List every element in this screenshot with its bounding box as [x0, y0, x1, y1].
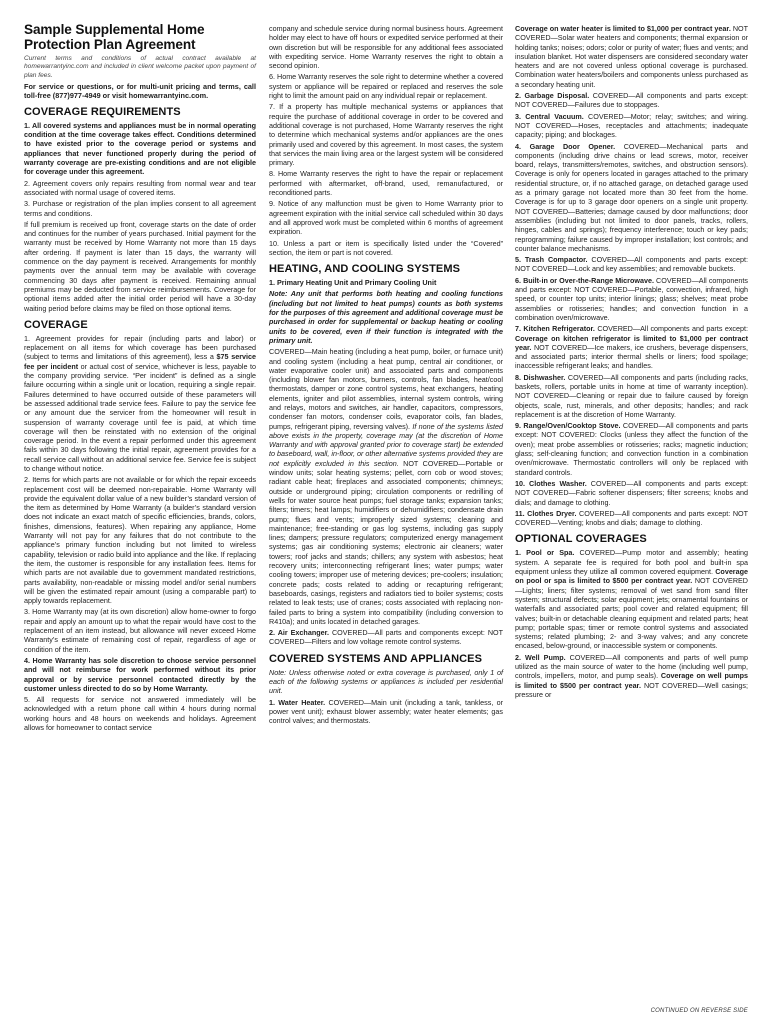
- air-exchanger-title: 2. Air Exchanger.: [269, 628, 329, 638]
- garbage-disposal-title: 2. Garbage Disposal.: [515, 91, 590, 101]
- clothes-washer: [515, 479, 748, 507]
- well-pump: [515, 653, 748, 699]
- title-line-1: Sample Supplemental Home: [24, 22, 205, 37]
- well-pump-limit: Coverage on well pumps is limited to $500 per contract year.: [515, 671, 748, 690]
- heating-not-covered: NOT COVERED—Portable or window units; solar heating systems; pellet, corn cob or wood stoves; radiant cable heat; fireplaces and associated components; chimneys; outside or underground piping; circulation components or redrilling of wells for water source heat pumps; fuel storage tanks; expansion tanks; filters; timers; heat lamps; humidifiers or dehumidifiers; condensate drain pump; flues and vents; improperly sized systems; cleaning and maintenance; free-standing or gas log systems, including gas supply lines; dampers; pressure regulators; computerized energy management systems; gas air conditioning systems; electronic air cleaners; water towers; roof jacks and stands; chillers; any system with asbestos; heat recovery units; interconnecting refrigerant lines; water pumps; water cooling towers; improper use of metering devices; pre-coolers; insulation; concrete pads; costs related to adding or recapturing refrigerant; baseboards, casings, registers and radiators tied to boiler systems; costs related to leak tests; use of cranes; costs associated with replacing non-failed parts to bring a system into compatibility (including conversion to R410a); and units located in detached garages.: [269, 458, 503, 626]
- microwave-text: COVERED—All components and parts except: NOT COVERED—Portable, convection, infrared, high speed, or counter top units; interior linings; glass; shelves; meat probe assemblies or rotisseries; handles; and convection function in a combination oven/microwave.: [515, 275, 748, 322]
- contact-info: For service or questions, or for multi-unit pricing and terms, call toll-free (877)977-4949 or visit homewarrantyinc.com.: [24, 81, 256, 100]
- coverage-1-text-a: 1. Agreement provides for repair (including parts and labor) or replacement on all items for which coverage has been purchased (subject to terms and limitations of this agreement), less a: [24, 333, 256, 362]
- water-heater-text: COVERED—Main unit (including a tank, tankless, or power vent unit); exhaust blower assembly; water heater elements; gas control valves; and thermostats.: [269, 697, 503, 726]
- trash-compactor-title: 5. Trash Compactor.: [515, 255, 588, 265]
- coverage-4: 4. Home Warranty has sole discretion to choose service personnel and will not reimburse for work performed without its prior approval or by service personnel contacted directly by the customer unless directed to do so by Home Warranty.: [24, 655, 256, 693]
- column-right: [515, 24, 748, 701]
- clothes-dryer: [515, 509, 748, 528]
- water-heater-not-covered: NOT COVERED—Solar water heaters and components; thermal expansion or holding tanks; noises; odors; color or purity of water; flues and vents; and insulation blanket. Hot water dispensers are considered secondary water heaters and are not covered unless optional coverage is purchased. Combination water heaters/boilers and components unless purchased as a secondary heating unit.: [515, 24, 748, 89]
- refrigerator-limit: Coverage on kitchen refrigerator is limited to $1,000 per contract year.: [515, 333, 748, 352]
- coverage-1: [24, 334, 256, 473]
- dishwasher-title: 8. Dishwasher.: [515, 372, 566, 382]
- water-heater-cont: [515, 24, 748, 89]
- heating-note: Note: Any unit that performs both heating and cooling functions (including but not limited to heat pumps) counts as both systems for the purposes of this agreement and additional coverage must be purchased in order for supplemental or backup heating or cooling units to be covered, even if their function is integrated with the primary unit.: [269, 289, 503, 345]
- air-exchanger-text: COVERED—All parts and components except: NOT COVERED—Filters and low voltage remote control systems.: [269, 628, 503, 647]
- refrigerator-title: 7. Kitchen Refrigerator.: [515, 324, 595, 334]
- coverage-3: 3. Home Warranty may (at its own discretion) allow home-owner to forgo repair and apply an amount up to what the repair would have cost to the replacement of an item instead, but allowance will never exceed Home Warranty’s estimate of remaining cost of repair, regardless of age or condition of the item.: [24, 607, 256, 654]
- clothes-dryer-text: COVERED—All components and parts except: NOT COVERED—Venting; knobs and dials; damage to clothing.: [515, 508, 748, 528]
- coverage-2: 2. Items for which parts are not available or for which the repair exceeds replacement cost will be deemed non-repairable. Home Warranty will provide the equivalent dollar value of a new builder’s standard version of the item as determined by Home Warranty (a builder’s standard version does not indicate an exact match of specific efficiencies, brands, colors, finishes, dimensions, features). When repairing any appliance, Home Warranty will not pay for any failures that do not contribute to the appliance’s primary function including but not limited to wireless capability, television or radio build into appliance and the like. If replacing the item, the customer is responsible for any installation fees. Items for which parts are not available due to government mandated restrictions, parts availability, non-readable or missing model and/or serial numbers will be given the estimated repair amount (using a comparable part) to apply towards replacement.: [24, 475, 256, 606]
- central-vacuum-title: 3. Central Vacuum.: [515, 111, 584, 121]
- water-heater-title: 1. Water Heater.: [269, 697, 326, 707]
- central-vacuum-text: COVERED—Motor; relay; switches; and wiring. NOT COVERED—Hoses, receptacles and attachments; inadequate capacity; piping; and blockages.: [515, 111, 749, 140]
- requirement-1: 1. All covered systems and appliances must be in normal operating condition at the time coverage takes effect. Conditions determined to have existed prior to the coverage period or systems and appliances that never functioned properly during the period of warranty coverage are pre-existing conditions and are not eligible for coverage under this agreement.: [24, 120, 256, 177]
- refrigerator-not-covered: NOT COVERED—Ice makers, ice crushers, beverage dispensers, and associated parts; interior thermal shells or liners; food spoilage; inaccessible refrigerant leaks; and handles.: [515, 342, 748, 371]
- clothes-dryer-title: 11. Clothes Dryer.: [515, 508, 577, 518]
- pool-spa-not-covered: NOT COVERED—Lights; liners; filter systems; removal of wet sand from sand filter system; structural defects; solar equipment; jets; ornamental fountains or waterfalls and associated parts; pool cover and related equipment; fill valves; built-in or detachable cleaning equipment and related parts; heat pump; portable spas; timer or remote control systems and associated systems; related plumbing; 2- and 3-way valves; and any concrete encased, below-ground, or inaccessible system or components.: [515, 576, 748, 651]
- garbage-disposal-text: COVERED—All components and parts except: NOT COVERED—Failures due to stoppages.: [515, 91, 748, 110]
- coverage-5-cont: company and schedule service during normal business hours. Agreement holder may elect to have off hours or expedited service performed at their own discretion but will be responsible for any additional fees associated with expediting service. Home Warranty reserves the right to obtain a second opinion.: [269, 24, 503, 71]
- water-heater-limit: Coverage on water heater is limited to $1,000 per contract year.: [515, 24, 731, 33]
- central-vacuum: [515, 112, 748, 140]
- pool-spa-limit: Coverage on pool or spa is limited to $500 per contract year.: [515, 567, 748, 586]
- garage-door-opener-title: 4. Garage Door Opener.: [515, 141, 616, 151]
- requirement-2: 2. Agreement covers only repairs resulting from normal wear and tear associated with normal usage of covered items.: [24, 178, 256, 197]
- trash-compactor-text: COVERED—All components and parts except: NOT COVERED—Lock and key assemblies; and removable buckets.: [515, 255, 748, 274]
- well-pump-title: 2. Well Pump.: [515, 652, 566, 662]
- heating-covered: COVERED—Main heating (including a heat pump, boiler, or furnace unit) and cooling system (including a heat pump, central air conditioner, or water evaporative cooler unit) and associated parts and components (including blower fan motors, burners, controls, fan blades, heat/cool thermostats, damper or zone control systems, heat exchangers, heating elements, igniter and pilot assemblies, internal system controls, wiring and relays, motors and switches, air handler, capacitors, compressors, condenser fan motors, condenser coils, evaporator coils, fan blades, pumps, refrigerant piping, reversing valves).: [269, 347, 503, 431]
- heating-alternative: If none of the systems listed above exists in the property, coverage may (at the discretion of Home Warranty and with approval granted prior to coverage start) be extended to baseboard, wall, in-floor, or other alternative systems provided they are not explicitly excluded in this section.: [269, 421, 503, 468]
- column-middle: [269, 24, 503, 727]
- pool-spa-title: 1. Pool or Spa.: [515, 548, 575, 558]
- garage-door-opener: [515, 142, 748, 254]
- column-left: [24, 22, 256, 734]
- dishwasher-text: COVERED—All components and parts (including racks, baskets, rollers, portable units in home at time of warranty inception). NOT COVERED—Cleaning or repair due to failure caused by foreign objects, scale, rust, minerals, and other deposits; handles; and rack replacement is at the discretion of Home Warranty.: [515, 372, 749, 419]
- heading-coverage-requirements: COVERAGE REQUIREMENTS: [24, 105, 181, 118]
- coverage-1-text-c: or actual cost of service, whichever is less, payable to the company providing service. “Per incident” is defined as a single failure occurring within a single unit or location, requiring a single repair. Failures determined to have occurred outside of these parameters will be assessed additional trade service fees. Failure to pay the service fee or any amount due the servicer from the homeowner will result in suspension of warranty coverage until fee is paid, at which time coverage will then be reinstated with no extension of the original coverage period. In the event a repair performed under this agreement fails within 30 days following the initial repair, agreement provides for a recall service call without an additional service fee. Service fee is subject to change without notice.: [24, 361, 256, 473]
- heating-item-1-title: 1. Primary Heating Unit and Primary Cooling Unit: [269, 278, 437, 288]
- heading-heating-cooling: HEATING, AND COOLING SYSTEMS: [269, 263, 461, 276]
- range-oven-text: COVERED—All components and parts except: NOT COVERED: Clocks (unless they affect the function of the oven); meat probe assemblies or rotisseries; racks; magnetic induction; glass; self-cleaning function; and convection function in a combination oven/microwave. Thermostatic controllers will only be replaced with standard controls.: [515, 421, 748, 477]
- range-oven: [515, 421, 748, 477]
- air-exchanger: [269, 628, 503, 647]
- trash-compactor: [515, 255, 748, 274]
- garage-door-opener-text: COVERED—Mechanical parts and components (including drive chains or lead screws, motor, receiver board, relays, transmitters/remotes, switches, and obstruction sensors). Coverage is only for openers located in garages attached to the primary residential structure, or, if no attached garage, on detached garage used as a primary garage not located more than 30 feet from the home. Coverage is for up to 3 garage door openers on a single unit property. NOT COVERED—Batteries; damage caused by door malfunctions; door assemblies (including but not limited to door panels, tracks, rollers, hinges, cables and springs); frequency interference; touch or key pads; reprogramming; failure caused by improper installation; lost controls; and counter balance mechanisms.: [515, 141, 748, 253]
- subtitle: Current terms and conditions of actual contract available at homewarrantyinc.com and included in client welcome packet upon payment of plan fees.: [24, 55, 256, 79]
- heading-covered-systems: COVERED SYSTEMS AND APPLIANCES: [269, 652, 483, 665]
- coverage-6: 6. Home Warranty reserves the sole right to determine whether a covered system or appliance will be repaired or replaced and reserves the sole right to limit the amount paid on any individual repair or replacement.: [269, 72, 503, 101]
- requirement-3: 3. Purchase or registration of the plan implies consent to all agreement terms and conditions.: [24, 199, 256, 218]
- garbage-disposal: [515, 91, 748, 110]
- coverage-5: 5. All requests for service not answered immediately will be acknowledged with a return phone call within 4 hours during normal working hours and 48 hours on weekends and holidays. Agreement allows for homeowner to contact service: [24, 695, 256, 732]
- well-pump-not-covered: NOT COVERED—Well casings; pressure or: [515, 680, 749, 699]
- heading-coverage: COVERAGE: [24, 318, 88, 331]
- kitchen-refrigerator: [515, 324, 748, 370]
- pool-spa-text-a: COVERED—Pump motor and assembly; heating system. A separate fee is required for both pool and built-in spa equipment unless they utilize all common covered equipment.: [515, 548, 748, 577]
- service-fee: $75 service fee per incident: [24, 352, 256, 371]
- microwave: [515, 276, 748, 322]
- pool-spa: [515, 548, 748, 650]
- heading-optional-coverages: OPTIONAL COVERAGES: [515, 533, 647, 546]
- title-line-2: Protection Plan Agreement: [24, 37, 196, 52]
- coverage-7: 7. If a property has multiple mechanical systems or appliances that require the purchase of additional coverage in order to be covered and additional coverage is not purchased, Home Warranty reserves the right to determine which mechanical systems and/or appliances are the ones primarily used and covered by this agreement. In most cases, the system that services the main living area or the largest system will be considered primary.: [269, 102, 503, 168]
- well-pump-text-a: COVERED—All components and parts of well pump utilized as the main source of water to the home (including well pump, controls, impellers, motor, and pump seals).: [515, 652, 748, 681]
- continued-note: CONTINUED ON REVERSE SIDE: [650, 1008, 748, 1014]
- coverage-8: 8. Home Warranty reserves the right to have the repair or replacement performed with aftermarket, off-brand, used, remanufactured, or reconditioned parts.: [269, 169, 503, 198]
- coverage-10: 10. Unless a part or item is specifically listed under the “Covered” section, the item or part is not covered.: [269, 238, 503, 257]
- page-title: [24, 22, 256, 52]
- heating-coverage: [269, 347, 503, 626]
- water-heater: [269, 698, 503, 726]
- clothes-washer-text: COVERED—All components and parts except: NOT COVERED—Fabric softener dispensers; filter screens; knobs and dials; and damage to clothing.: [515, 478, 748, 507]
- refrigerator-text-a: COVERED—All components and parts except:: [594, 324, 748, 334]
- range-oven-title: 9. Range/Oven/Cooktop Stove.: [515, 421, 621, 431]
- dishwasher: [515, 373, 748, 419]
- microwave-title: 6. Built-in or Over-the-Range Microwave.: [515, 275, 654, 285]
- clothes-washer-title: 10. Clothes Washer.: [515, 478, 587, 488]
- covered-systems-note: Note: Unless otherwise noted or extra coverage is purchased, only 1 of each of the following systems or appliances is included per residential unit.: [269, 667, 503, 696]
- requirement-payment: If full premium is received up front, coverage starts on the date of order and continues for the number of years purchased. Initial payment for the warranty must be received by Home Warranty not more than 15 days after ordering. If payment is later than 15 days, the warranty will commence on the day payment is received. Arrangements for monthly payments over the annual term may be available with coverage commencing 30 days after payment is received. Remaining annual premiums may be deducted from service reimbursements. Coverage for optional items added after the initial order period will have a 30-day waiting period before claims may be filed on those optional items.: [24, 219, 256, 313]
- coverage-9: 9. Notice of any malfunction must be given to Home Warranty prior to agreement expiration with the initial service call scheduled within 30 days and all approved work must be completed within 6 months of agreement expiration.: [269, 199, 503, 237]
